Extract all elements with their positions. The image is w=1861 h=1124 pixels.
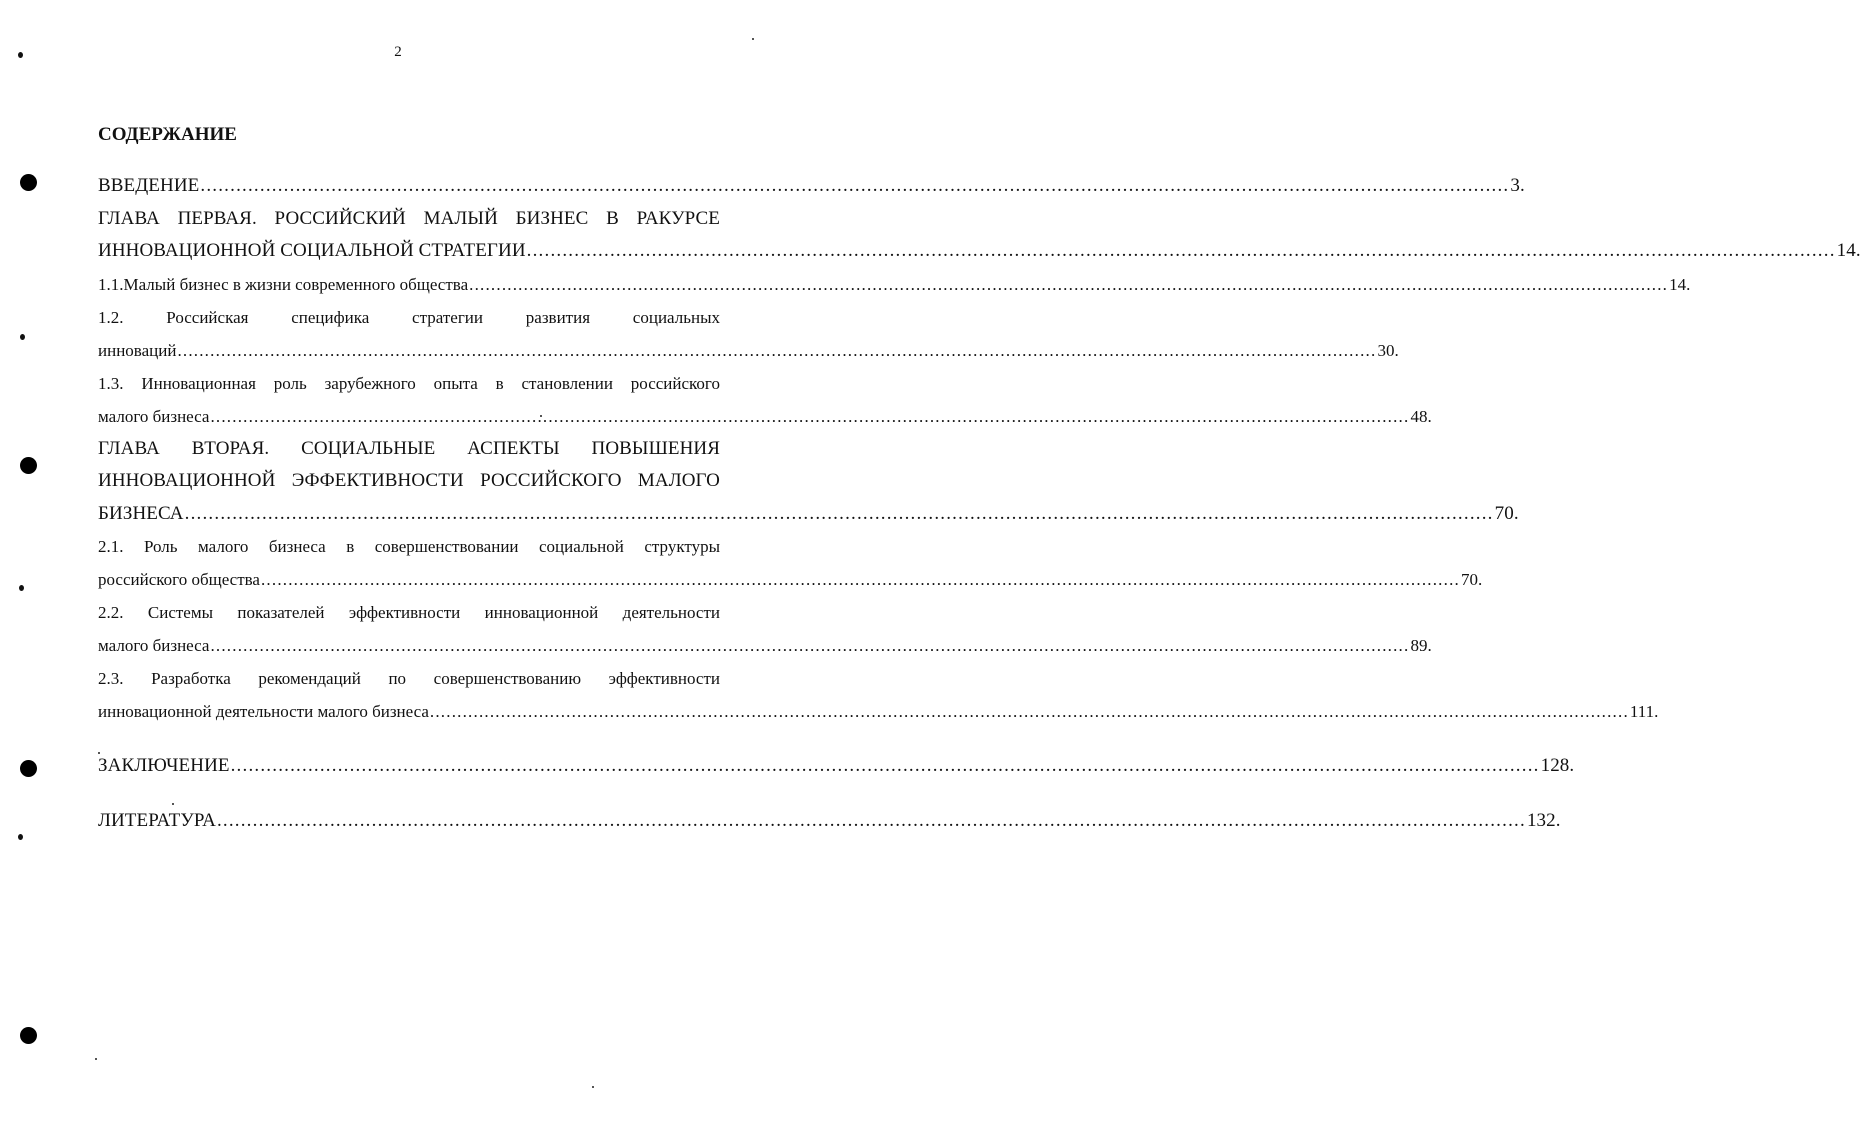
toc-entry-text: ГЛАВА ВТОРАЯ. СОЦИАЛЬНЫЕ АСПЕКТЫ ПОВЫШЕНИЯ bbox=[98, 437, 720, 459]
toc-line bbox=[98, 433, 720, 466]
toc-page-number: 70. bbox=[1494, 502, 1519, 524]
punch-hole-mark bbox=[20, 1027, 37, 1044]
toc-entry-text: 2.1. Роль малого бизнеса в совершенствовании социальной структуры bbox=[98, 537, 720, 556]
toc-line bbox=[98, 400, 1432, 433]
toc-page-number: 14. bbox=[1836, 240, 1861, 261]
dot-leader: ............................................................................................................................................................................................................................ bbox=[260, 570, 1460, 589]
toc-page-number: 128. bbox=[1540, 755, 1575, 776]
punch-hole-mark bbox=[20, 457, 37, 474]
page-number: 2 bbox=[394, 44, 402, 60]
toc-entry bbox=[98, 750, 1575, 783]
dot-leader: ............................................................................................................................................................................................................................ bbox=[184, 502, 1494, 524]
toc-entry-text: БИЗНЕСА bbox=[98, 502, 184, 524]
punch-hole-mark bbox=[20, 174, 37, 191]
scan-dust-mark bbox=[592, 1086, 594, 1088]
dot-leader: ............................................................................................................................................................................................................................ bbox=[429, 702, 1629, 721]
toc-line bbox=[98, 268, 1691, 301]
toc-entry-text: малого бизнеса bbox=[98, 406, 210, 426]
toc-line bbox=[98, 805, 1561, 838]
toc-line bbox=[98, 334, 1399, 367]
toc-page-number: 89. bbox=[1410, 636, 1432, 655]
dot-leader: ............................................................................................................................................................................................................................ bbox=[177, 340, 1377, 360]
dot-leader: ............................................................................................................................................................................................................................ bbox=[526, 240, 1836, 261]
toc-line bbox=[98, 203, 720, 236]
toc-entry-text: ИННОВАЦИОННОЙ ЭФФЕКТИВНОСТИ РОССИЙСКОГО МАЛОГО bbox=[98, 470, 720, 491]
toc-entry bbox=[98, 268, 1691, 301]
toc-entry bbox=[98, 662, 1659, 728]
toc-line bbox=[98, 367, 720, 400]
toc-title: СОДЕРЖАНИЕ bbox=[98, 124, 237, 145]
punch-hole-mark bbox=[20, 760, 37, 777]
toc-entry-text: ИННОВАЦИОННОЙ СОЦИАЛЬНОЙ СТРАТЕГИИ bbox=[98, 240, 526, 261]
toc-entry bbox=[98, 367, 1432, 433]
toc-entry-text: ГЛАВА ПЕРВАЯ. РОССИЙСКИЙ МАЛЫЙ БИЗНЕС В РАКУРСЕ bbox=[98, 207, 720, 229]
dot-leader: ............................................................................................................................................................................................................................ bbox=[469, 274, 1669, 294]
toc-entry-text: российского общества bbox=[98, 570, 260, 589]
toc-entry-text: 1.3. Инновационная роль зарубежного опыта в становлении российского bbox=[98, 373, 720, 393]
toc-page-number: 70. bbox=[1460, 570, 1483, 589]
toc-entry bbox=[98, 170, 1525, 203]
toc-entry-text: 1.2. Российская специфика стратегии развития социальных bbox=[98, 307, 720, 327]
toc-line bbox=[98, 498, 1519, 531]
toc-entry-text: ВВЕДЕНИЕ bbox=[98, 175, 200, 196]
toc-entry-text: ЛИТЕРАТУРА bbox=[98, 809, 216, 831]
toc-line bbox=[98, 750, 1575, 783]
table-of-contents bbox=[98, 170, 1861, 837]
toc-entry bbox=[98, 433, 1519, 531]
scan-speck-mark bbox=[20, 334, 25, 340]
dot-leader: ............................................................................................................................................................................................................................ bbox=[210, 406, 1410, 426]
toc-entry-text: малого бизнеса bbox=[98, 636, 210, 655]
toc-line bbox=[98, 695, 1659, 728]
toc-entry bbox=[98, 530, 1483, 596]
toc-page-number: 14. bbox=[1669, 274, 1691, 294]
toc-entry-text: 2.3. Разработка рекомендаций по совершенствованию эффективности bbox=[98, 669, 720, 688]
scan-dust-mark bbox=[752, 38, 754, 40]
dot-leader: ............................................................................................................................................................................................................................ bbox=[216, 809, 1526, 831]
toc-page-number: 3. bbox=[1510, 175, 1525, 196]
toc-line bbox=[98, 629, 1432, 662]
toc-line bbox=[98, 465, 720, 498]
scan-dust-mark bbox=[95, 1058, 97, 1060]
toc-entry-text: 1.1.Малый бизнес в жизни современного общества bbox=[98, 274, 469, 294]
toc-entry-text: 2.2. Системы показателей эффективности инновационной деятельности bbox=[98, 603, 720, 622]
dot-leader: ............................................................................................................................................................................................................................ bbox=[230, 755, 1540, 776]
toc-entry bbox=[98, 301, 1399, 367]
toc-line bbox=[98, 596, 720, 629]
toc-entry-text: ЗАКЛЮЧЕНИЕ bbox=[98, 755, 230, 776]
toc-entry bbox=[98, 596, 1432, 662]
scan-speck-mark bbox=[18, 834, 23, 840]
dot-leader: ............................................................................................................................................................................................................................ bbox=[210, 636, 1410, 655]
toc-page-number: 132. bbox=[1526, 809, 1561, 831]
toc-entry bbox=[98, 805, 1561, 838]
toc-line bbox=[98, 662, 720, 695]
toc-line bbox=[98, 563, 1483, 596]
toc-line bbox=[98, 301, 720, 334]
toc-line bbox=[98, 170, 1525, 203]
dot-leader: ............................................................................................................................................................................................................................ bbox=[200, 175, 1510, 196]
toc-page-number: 48. bbox=[1410, 406, 1432, 426]
toc-entry-text: инновационной деятельности малого бизнеса bbox=[98, 702, 429, 721]
toc-entry-text: инноваций bbox=[98, 340, 177, 360]
toc-line bbox=[98, 235, 1861, 268]
toc-page-number: 111. bbox=[1629, 702, 1659, 721]
toc-line bbox=[98, 530, 720, 563]
toc-entry bbox=[98, 203, 1861, 268]
scan-speck-mark bbox=[19, 585, 24, 591]
toc-page-number: 30. bbox=[1377, 340, 1399, 360]
